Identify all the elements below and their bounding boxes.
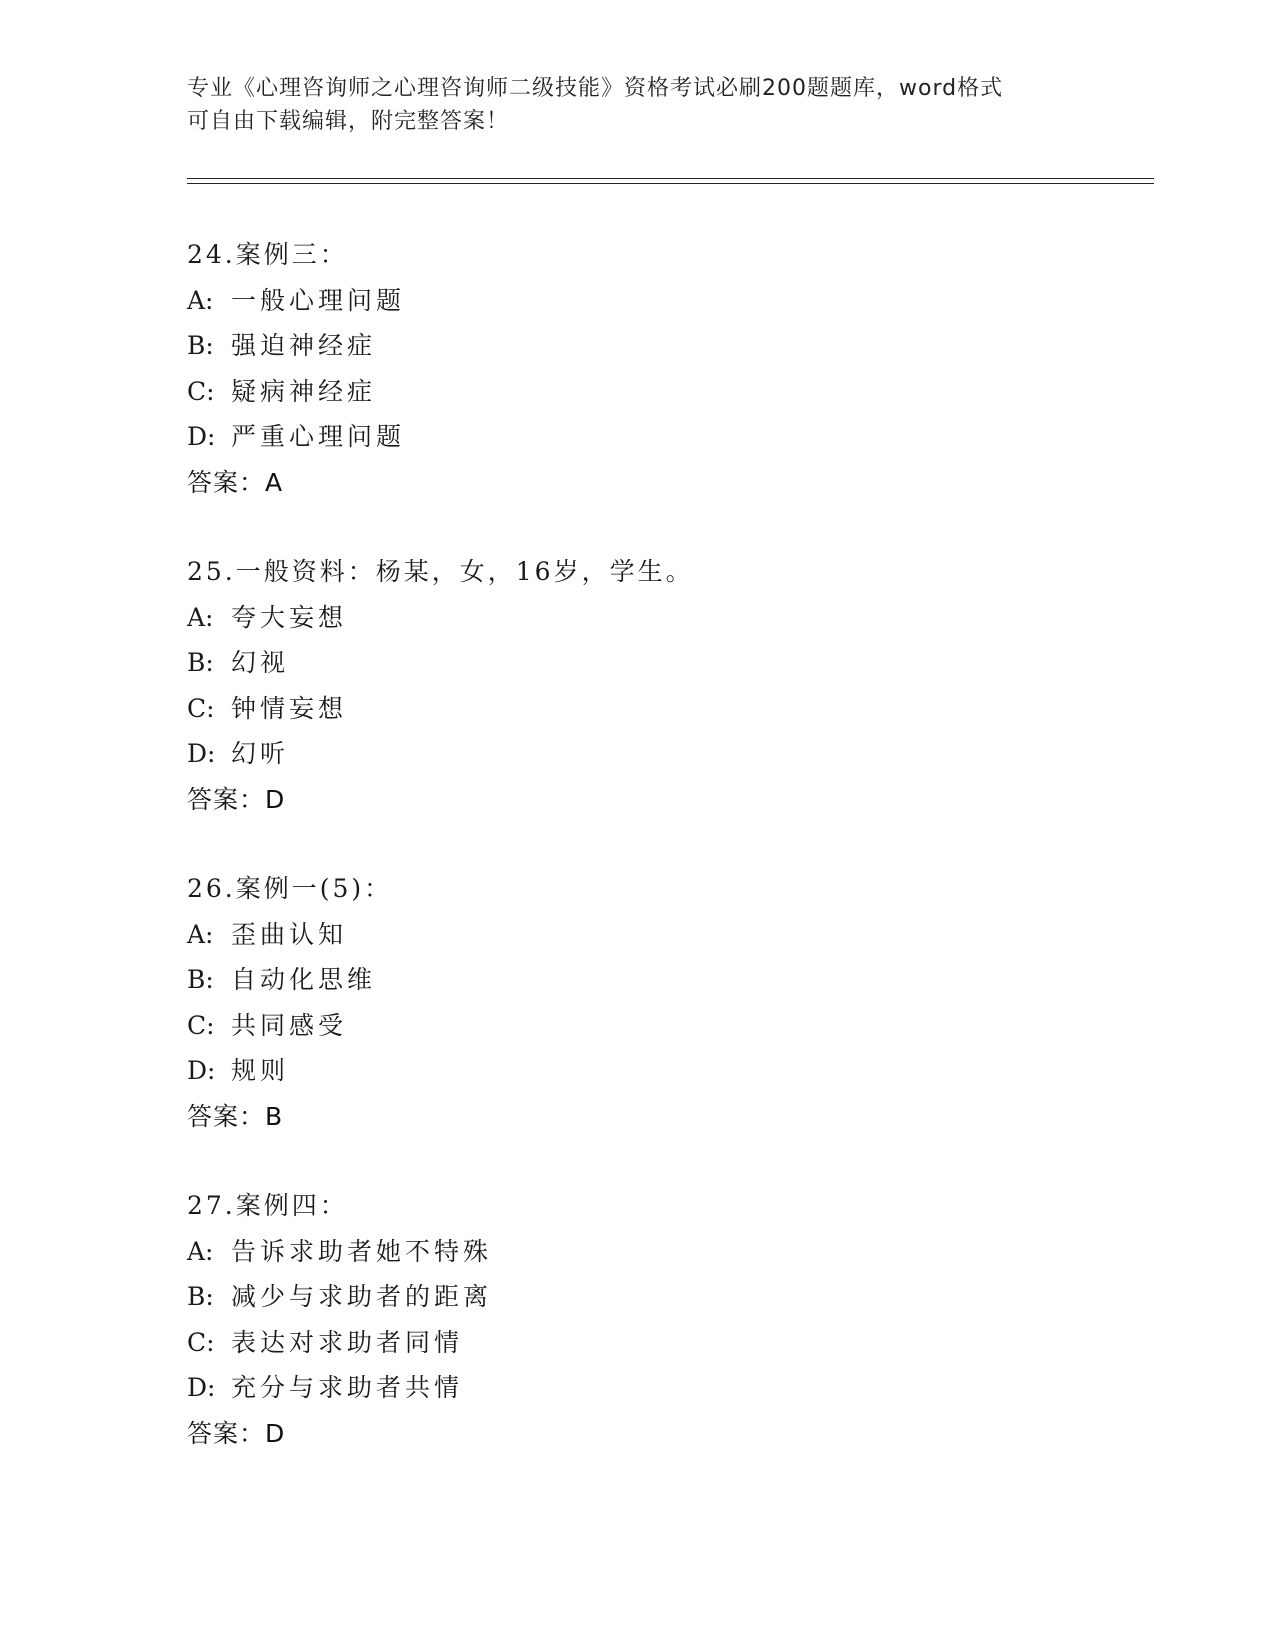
option-text: 强迫神经症	[231, 331, 377, 360]
question-27	[187, 1183, 1147, 1456]
option-letter: A:	[187, 285, 214, 315]
option-letter: B:	[187, 1282, 214, 1311]
option-d	[187, 1365, 1147, 1411]
question-list	[187, 232, 1147, 1500]
option-a	[187, 1229, 1147, 1275]
question-title: 25.一般资料：杨某，女，16岁，学生。	[187, 557, 694, 586]
header-rule-top	[187, 178, 1154, 179]
option-b	[187, 640, 1147, 686]
option-text: 共同感受	[231, 1010, 348, 1040]
option-letter: A:	[187, 919, 214, 949]
option-b	[187, 1274, 1147, 1320]
answer-line: 答案：D	[187, 1418, 286, 1448]
option-a	[187, 912, 1147, 958]
header-line-2: 可自由下载编辑，附完整答案！	[187, 109, 510, 134]
option-text: 夸大妄想	[231, 602, 348, 632]
option-text: 减少与求助者的距离	[231, 1282, 493, 1311]
option-letter: B:	[187, 965, 214, 994]
option-b	[187, 957, 1147, 1003]
option-text: 自动化思维	[231, 965, 377, 994]
option-letter: A:	[187, 602, 214, 632]
option-text: 告诉求助者她不特殊	[231, 1236, 493, 1266]
document-header	[187, 72, 1087, 138]
option-letter: D:	[187, 739, 216, 768]
option-text: 歪曲认知	[231, 919, 348, 949]
question-title: 24.案例三：	[187, 240, 348, 269]
option-d	[187, 414, 1147, 460]
option-letter: B:	[187, 648, 214, 677]
answer-line: 答案：D	[187, 784, 286, 814]
option-letter: D:	[187, 1373, 216, 1402]
question-26	[187, 866, 1147, 1139]
option-text: 表达对求助者同情	[231, 1327, 464, 1357]
option-letter: C:	[187, 376, 215, 406]
answer-line: 答案：B	[187, 1101, 284, 1131]
option-text: 幻听	[231, 739, 290, 768]
option-text: 疑病神经症	[231, 376, 377, 406]
option-text: 规则	[231, 1056, 290, 1085]
question-title: 26.案例一(5)：	[187, 874, 393, 903]
option-text: 一般心理问题	[231, 285, 406, 315]
option-text: 幻视	[231, 648, 290, 677]
option-a	[187, 278, 1147, 324]
option-letter: C:	[187, 1010, 215, 1040]
option-text: 严重心理问题	[231, 422, 406, 451]
question-24	[187, 232, 1147, 505]
option-c	[187, 1320, 1147, 1366]
option-text: 钟情妄想	[231, 693, 348, 723]
option-letter: A:	[187, 1236, 214, 1266]
option-c	[187, 1003, 1147, 1049]
option-letter: C:	[187, 1327, 215, 1357]
header-rule-bottom	[187, 183, 1154, 184]
option-c	[187, 369, 1147, 415]
option-letter: C:	[187, 693, 215, 723]
option-a	[187, 595, 1147, 641]
header-line-1: 专业《心理咨询师之心理咨询师二级技能》资格考试必刷200题题库，word格式	[187, 76, 1004, 101]
question-25	[187, 549, 1147, 822]
option-letter: D:	[187, 1056, 216, 1085]
option-text: 充分与求助者共情	[231, 1373, 464, 1402]
option-letter: B:	[187, 331, 214, 360]
option-c	[187, 686, 1147, 732]
answer-line: 答案：A	[187, 467, 284, 497]
question-title: 27.案例四：	[187, 1191, 348, 1220]
option-d	[187, 1048, 1147, 1094]
option-b	[187, 323, 1147, 369]
option-d	[187, 731, 1147, 777]
option-letter: D:	[187, 422, 216, 451]
